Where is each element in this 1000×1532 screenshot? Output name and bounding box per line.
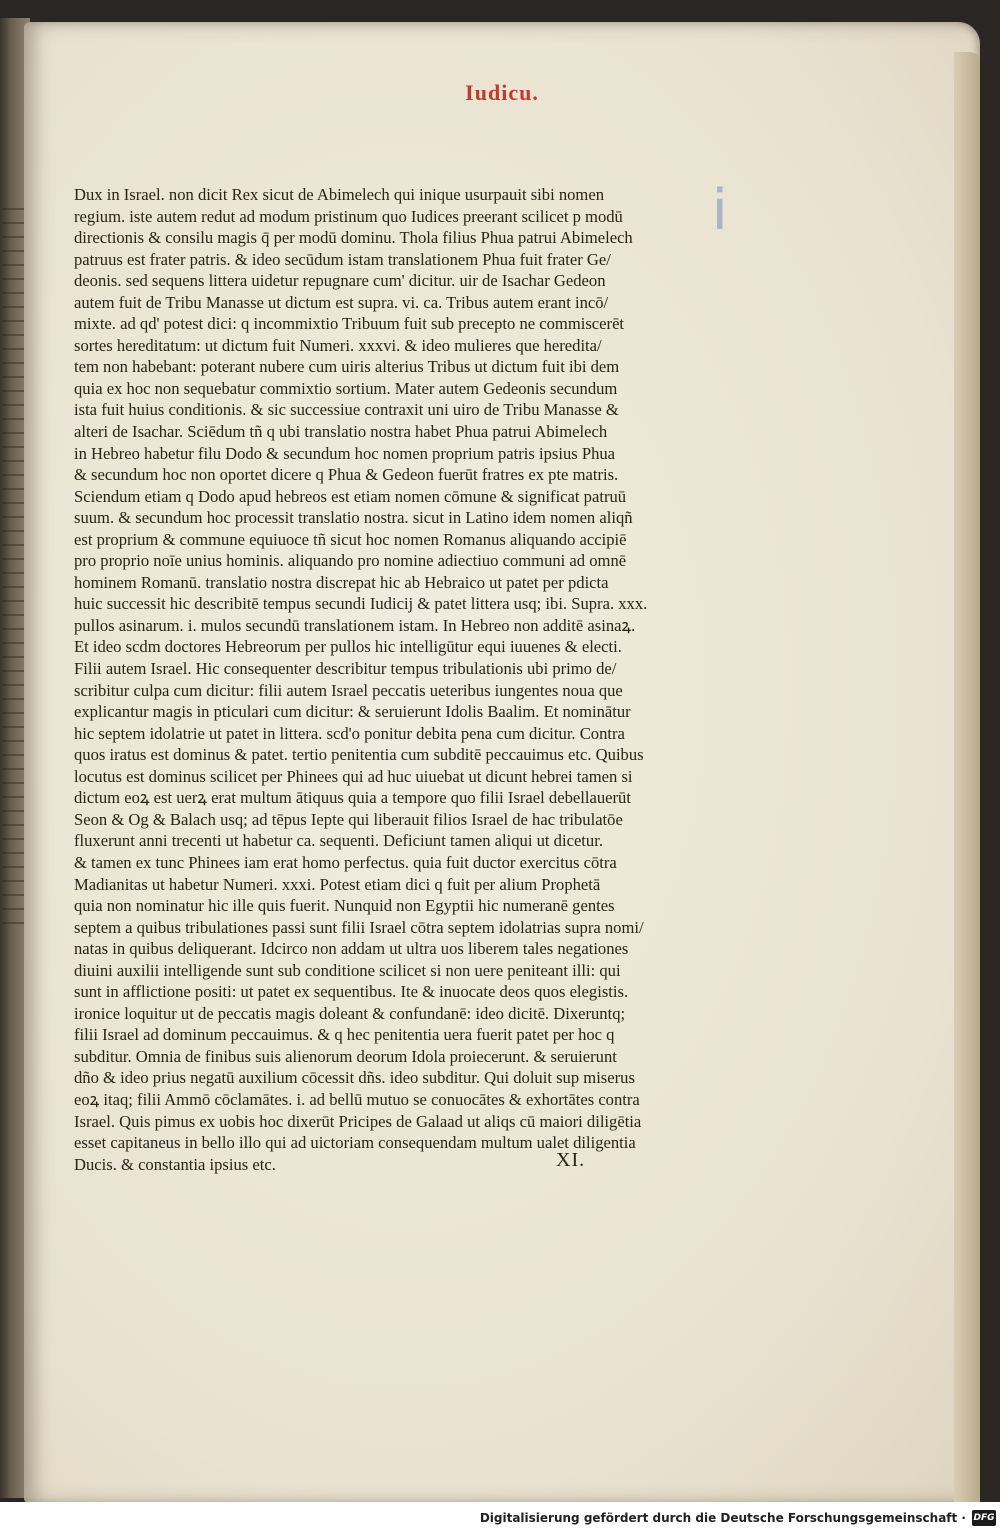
left-page-text-fragments [2,208,24,928]
text-line: Madianitas ut habetur Numeri. xxxi. Potest etiam dici q fuit per alium Prophetā [74,874,601,894]
text-line: Israel. Quis pimus ex uobis hoc dixerūt Pricipes de Galaad ut aliqs cū maiori diligētia [74,1111,642,1131]
text-line: septem a quibus tribulationes passi sunt filii Israel cōtra septem idolatrias supra nomi/ [74,917,644,937]
text-line: Dux in Israel. non dicit Rex sicut de Abimelech qui inique usurpauit sibi nomen [74,185,604,204]
text-line: locutus est dominus scilicet per Phinees qui ad huc uiuebat ut dicunt hebrei tamen si [74,766,633,786]
text-line: Et ideo scdm doctores Hebreorum per pullos hic intelligūtur equi iuuenes & electi. [74,637,622,657]
text-line: regium. iste autem redut ad modum pristinum quo Iudices preerant scilicet p modū [74,206,623,226]
text-line: suum. & secundum hoc processit translatio nostra. sicut in Latino idem nomen aliqñ [74,508,633,528]
text-line: dictum eoꝝ est uerꝝ erat multum ātiquus quia a tempore quo filii Israel debellauerūt [74,788,631,808]
text-line: sortes hereditatum: ut dictum fuit Numeri. xxxvi. & ideo mulieres que heredita/ [74,335,602,355]
text-line: diuini auxilii intelligende sunt sub conditione scilicet si non uere peniteant illi: qui [74,960,621,980]
text-line: pullos asinarum. i. mulos secundū translationem istam. In Hebreo non additē asinaꝝ. [74,615,636,635]
text-line: ista fuit huius conditionis. & sic successiue contraxit uni uiro de Tribu Manasse & [74,400,619,420]
last-text-line: Ducis. & constantia ipsius etc. [74,1154,276,1174]
text-line: Filii autem Israel. Hic consequenter describitur tempus tribulationis ubi primo de/ [74,659,617,679]
text-line: hominem Romanū. translatio nostra discrepat hic ab Hebraico ut patet per pdicta [74,572,609,592]
text-line: dño & ideo prius negatū auxilium cōcessit dñs. ideo subditur. Qui doluit sup miserus [74,1068,635,1088]
text-line: autem fuit de Tribu Manasse ut dictum est supra. vi. ca. Tribus autem erant incō/ [74,292,609,312]
text-line: quos iratus est dominus & patet. tertio penitentia cum subditē peccauimus etc. Quibus [74,745,644,765]
running-head: Iudicu. [465,80,539,105]
text-line: quia non nominatur hic ille quis fuerit. Nunquid non Egyptii hic numeranē gentes [74,896,615,916]
text-line: patruus est frater patris. & ideo secūdum istam translationem Phua fuit frater Ge/ [74,249,611,269]
text-line: sunt in afflictione positi: ut patet ex sequentibus. Ite & inuocate deos quos elegistis. [74,982,629,1002]
footer-bar [0,1502,1000,1532]
last-text-row [74,1148,764,1176]
footer-credit: Digitalisierung gefördert durch die Deutsche Forschungsgemeinschaft · [479,1511,966,1525]
page-fore-edge [954,52,980,1522]
signature-mark: XI. [556,1148,586,1171]
text-line: & secundum hoc non oportet dicere q Phua & Gedeon fuerūt fratres ex pte matris. [74,465,619,485]
text-line: alteri de Isachar. Sciēdum tñ q ubi translatio nostra habet Phua patrui Abimelech [74,422,608,442]
text-line: Sciendum etiam q Dodo apud hebreos est etiam nomen cōmune & significat patruū [74,486,627,506]
text-line: Seon & Og & Balach usq; ad tēpus Iepte qui liberauit filios Israel de hac tribulatōe [74,809,623,829]
dfg-logo[interactable]: DFG [972,1510,996,1526]
text-line: filii Israel ad dominum peccauimus. & q hec penitentia uera fuerit patet per hoc q [74,1025,615,1045]
text-line: tem non habebant: poterant nubere cum uiris alterius Tribus ut dictum fuit ibi dem [74,357,620,377]
main-text-column [74,177,764,1175]
text-line: quia ex hoc non sequebatur commixtio sortium. Mater autem Gedeonis secundum [74,378,618,398]
text-line: huic successit hic describitē tempus secundi Iudicij & patet littera usq; ibi. Supra. xxx. [74,594,648,614]
text-line: fluxerunt anni trecenti ut habetur ca. sequenti. Deficiunt tamen aliqui ut dicetur. [74,831,603,851]
text-line: directionis & consilu magis q̄ per modū dominu. Thola filius Phua patrui Abimelech [74,228,633,248]
text-line: mixte. ad qd' potest dici: q incommixtio Tribuum fuit sub precepto ne commiscerēt [74,314,625,334]
text-line: esset capitaneus in bello illo qui ad uictoriam consequendam multum ualet diligentia [74,1133,636,1153]
text-line: subditur. Omnia de finibus suis alienorum deorum Idola proiecerunt. & seruierunt [74,1046,617,1066]
text-line: scribitur culpa cum dicitur: filii autem Israel peccatis ueteribus iungentes noua que [74,680,623,700]
initial-capital-mark: Ꭵ [714,177,727,242]
book-page [24,22,980,1504]
text-line: explicantur magis in pticulari cum dicitur: & seruierunt Idolis Baalim. Et nominātur [74,702,631,722]
text-line: pro proprio noīe unius hominis. aliquando pro nomine adiectiuo communi ad omnē [74,551,627,571]
text-line: eoꝝ itaq; filii Ammō cōclamātes. i. ad bellū mutuo se conuocātes & exhortātes contra [74,1089,640,1109]
text-line: ironice loquitur ut de peccatis magis doleant & confundanē: ideo dicitē. Dixeruntq; [74,1003,626,1023]
text-line: hic septem idolatrie ut patet in littera. scd'o ponitur debita pena cum dicitur. Contra [74,723,625,743]
text-line: in Hebreo habetur filu Dodo & secundum hoc nomen proprium patris ipsius Phua [74,443,616,463]
text-line: & tamen ex tunc Phinees iam erat homo perfectus. quia fuit ductor exercitus cōtra [74,852,617,872]
text-line: deonis. sed sequens littera uidetur repugnare cum' dicitur. uir de Isachar Gedeon [74,271,606,291]
text-line: est proprium & commune equiuoce tñ sicut hoc nomen Romanus aliquando accipiē [74,529,627,549]
text-line: natas in quibus deliquerant. Idcirco non addam ut ultra uos liberem tales negationes [74,939,629,959]
